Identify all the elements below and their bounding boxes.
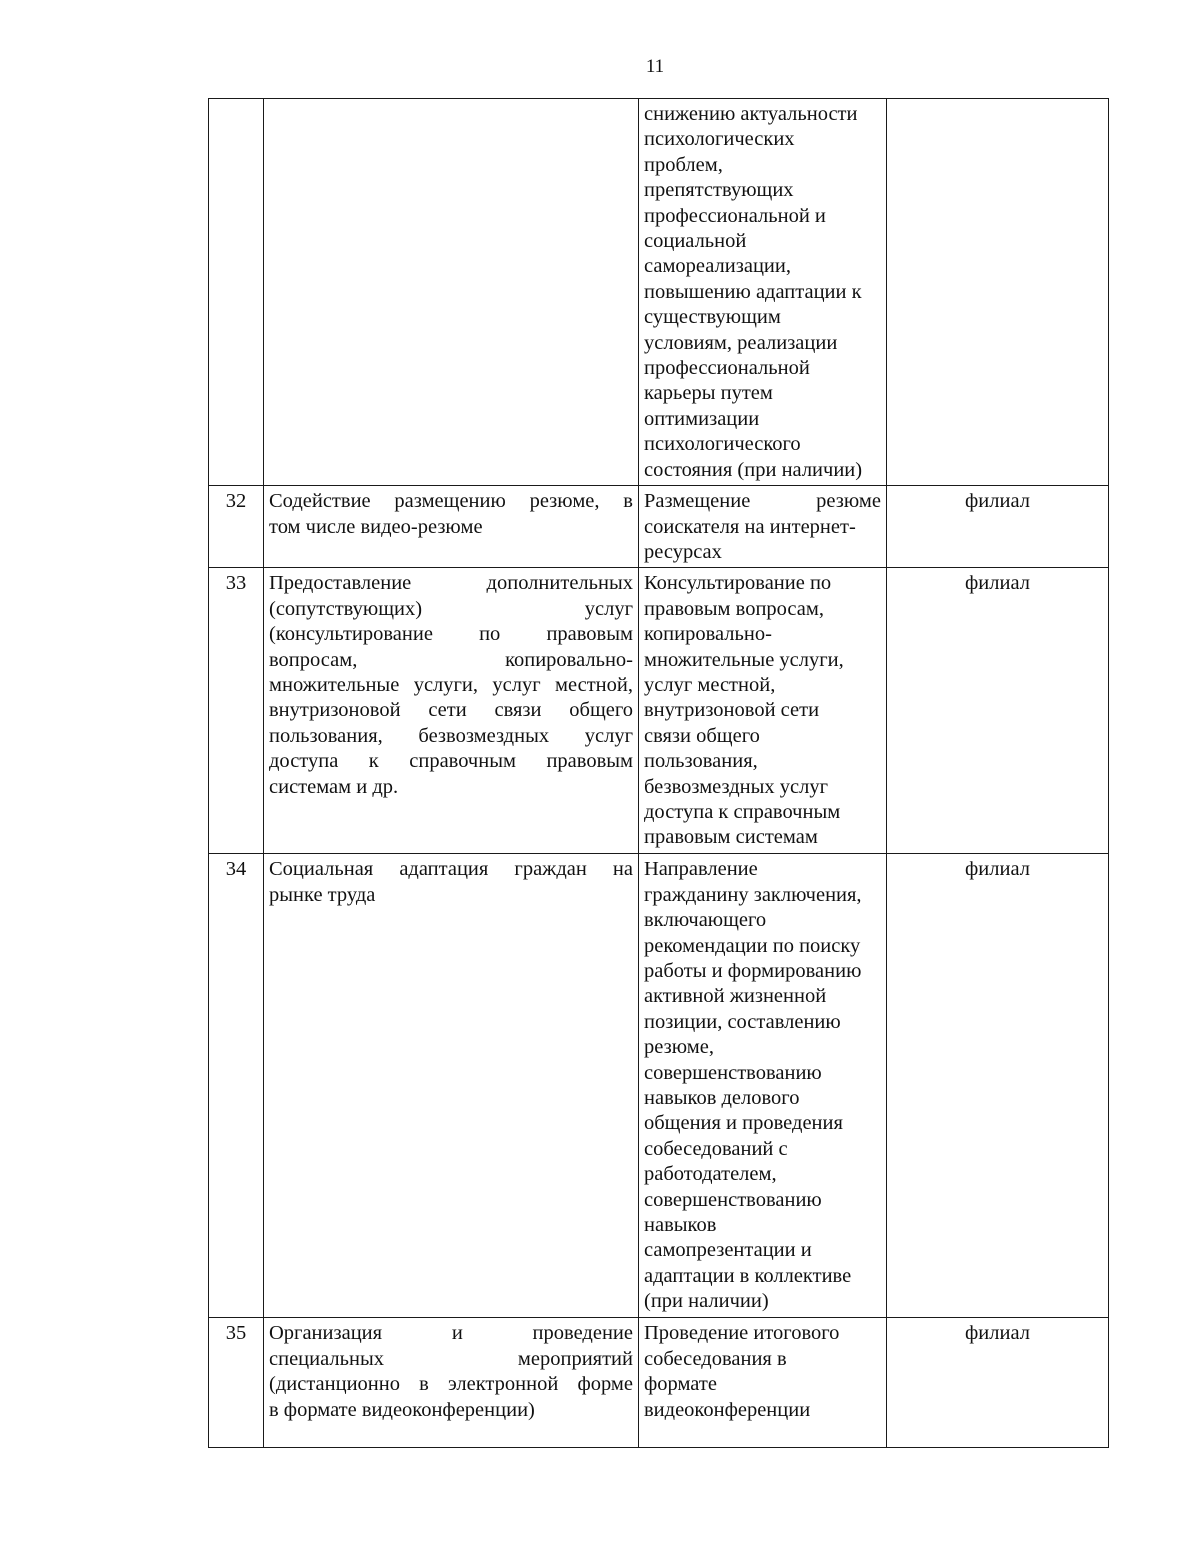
service-name-cell (264, 854, 639, 1318)
service-description-cell (639, 568, 887, 854)
service-description-line: работы и формированию (644, 959, 862, 982)
service-description-line: условиям, реализации (644, 331, 838, 354)
row-number-cell: 35 (209, 1318, 264, 1448)
service-name-line: в формате видеоконференции) (269, 1398, 535, 1421)
service-description-line: гражданину заключения, (644, 883, 862, 906)
service-description-line: формате (644, 1373, 717, 1396)
service-description-line: проблем, (644, 153, 723, 176)
page-number: 11 (645, 56, 665, 77)
service-description-line: связи общего (644, 724, 760, 747)
executor-cell: филиал (887, 854, 1109, 1318)
service-description-line: (при наличии) (644, 1290, 769, 1313)
service-description-line: соискателя на интернет- (644, 515, 856, 538)
service-description-line: повышению адаптации к (644, 280, 862, 303)
table-body (209, 99, 1109, 1448)
service-description-line: снижению актуальности (644, 103, 858, 125)
executor-cell: филиал (887, 568, 1109, 854)
service-description-line: правовым вопросам, (644, 597, 824, 620)
table-row-continued (209, 99, 1109, 486)
service-description-line: карьеры путем (644, 382, 773, 405)
service-name-line: Предоставление дополнительных (269, 572, 633, 595)
service-description-line: собеседования в (644, 1347, 787, 1370)
service-description-line: навыков делового (644, 1086, 800, 1109)
executor-cell: филиал (887, 486, 1109, 568)
service-name-line: Содействие размещению резюме, в (269, 490, 633, 513)
service-description-line: совершенствованию (644, 1188, 822, 1211)
service-name-line: системам и др. (269, 775, 399, 798)
service-name-line: том числе видео-резюме (269, 515, 483, 538)
row-number-cell (209, 99, 264, 486)
service-name-line: рынке труда (269, 883, 376, 906)
row-number-cell: 34 (209, 854, 264, 1318)
service-description-line: Проведение итогового (644, 1322, 840, 1345)
executor-cell (887, 99, 1109, 486)
service-name-line: пользования, безвозмездных услуг (269, 724, 633, 747)
service-description-line: оптимизации (644, 407, 760, 430)
row-number-cell: 32 (209, 486, 264, 568)
service-name-line: внутризоновой сети связи общего (269, 699, 633, 722)
service-description-line: социальной (644, 230, 747, 253)
service-description-line: резюме, (644, 1036, 714, 1059)
service-description-cell (639, 854, 887, 1318)
service-name-line: множительные услуги, услуг местной, (269, 673, 633, 696)
service-description-line: услуг местной, (644, 673, 776, 696)
service-description-line: Размещение резюме (644, 490, 881, 513)
service-name-line: (сопутствующих) услуг (269, 597, 633, 620)
service-name-line: Организация и проведение (269, 1322, 633, 1345)
service-description-line: работодателем, (644, 1163, 777, 1186)
service-name-line: вопросам, копировально- (269, 648, 633, 671)
service-name-cell (264, 568, 639, 854)
service-description-line: адаптации в коллективе (644, 1264, 852, 1287)
service-name-line: (дистанционно в электронной форме (269, 1373, 633, 1396)
service-description-cell (639, 1318, 887, 1448)
service-description-line: собеседований с (644, 1137, 788, 1160)
service-description-line: существующим (644, 306, 781, 329)
service-description-line: самопрезентации и (644, 1239, 812, 1262)
service-description-line: безвозмездных услуг (644, 775, 829, 798)
row-number-cell: 33 (209, 568, 264, 854)
services-table (208, 98, 1109, 1448)
service-description-line: активной жизненной (644, 985, 827, 1008)
service-description-line: Направление (644, 858, 758, 881)
service-name-cell (264, 99, 639, 486)
service-description-line: позиции, составлению (644, 1010, 841, 1033)
service-description-cell (639, 486, 887, 568)
service-description-line: самореализации, (644, 255, 791, 278)
service-name-line: специальных мероприятий (269, 1347, 633, 1370)
service-description-line: психологических (644, 128, 795, 151)
service-description-line: навыков (644, 1214, 717, 1236)
service-description-line: состояния (при наличии) (644, 458, 863, 481)
service-name-line: доступа к справочным правовым (269, 750, 633, 773)
service-description-line: видеоконференции (644, 1398, 811, 1421)
service-name-line: (консультирование по правовым (269, 623, 633, 646)
service-description-line: внутризоновой сети (644, 699, 820, 722)
service-description-line: доступа к справочным (644, 800, 841, 823)
service-description-line: профессиональной и (644, 204, 826, 227)
executor-cell: филиал (887, 1318, 1109, 1448)
service-description-line: психологического (644, 433, 801, 456)
service-description-line: копировально- (644, 623, 772, 646)
service-description-line: Консультирование по (644, 572, 832, 595)
table-row (209, 854, 1109, 1318)
service-name-cell (264, 486, 639, 568)
service-description-line: множительные услуги, (644, 648, 844, 671)
service-description-cell (639, 99, 887, 486)
service-description-line: совершенствованию (644, 1061, 822, 1084)
service-name-cell (264, 1318, 639, 1448)
table-row (209, 486, 1109, 568)
table-row (209, 1318, 1109, 1448)
service-description-line: препятствующих (644, 179, 794, 202)
service-description-line: правовым системам (644, 826, 818, 849)
service-description-line: профессиональной (644, 357, 810, 380)
service-description-line: рекомендации по поиску (644, 934, 861, 957)
service-description-line: включающего (644, 909, 767, 932)
service-description-line: пользования, (644, 750, 758, 773)
service-description-line: ресурсах (644, 540, 722, 563)
service-name-line: Социальная адаптация граждан на (269, 858, 633, 881)
table-row (209, 568, 1109, 854)
service-description-line: общения и проведения (644, 1112, 843, 1135)
